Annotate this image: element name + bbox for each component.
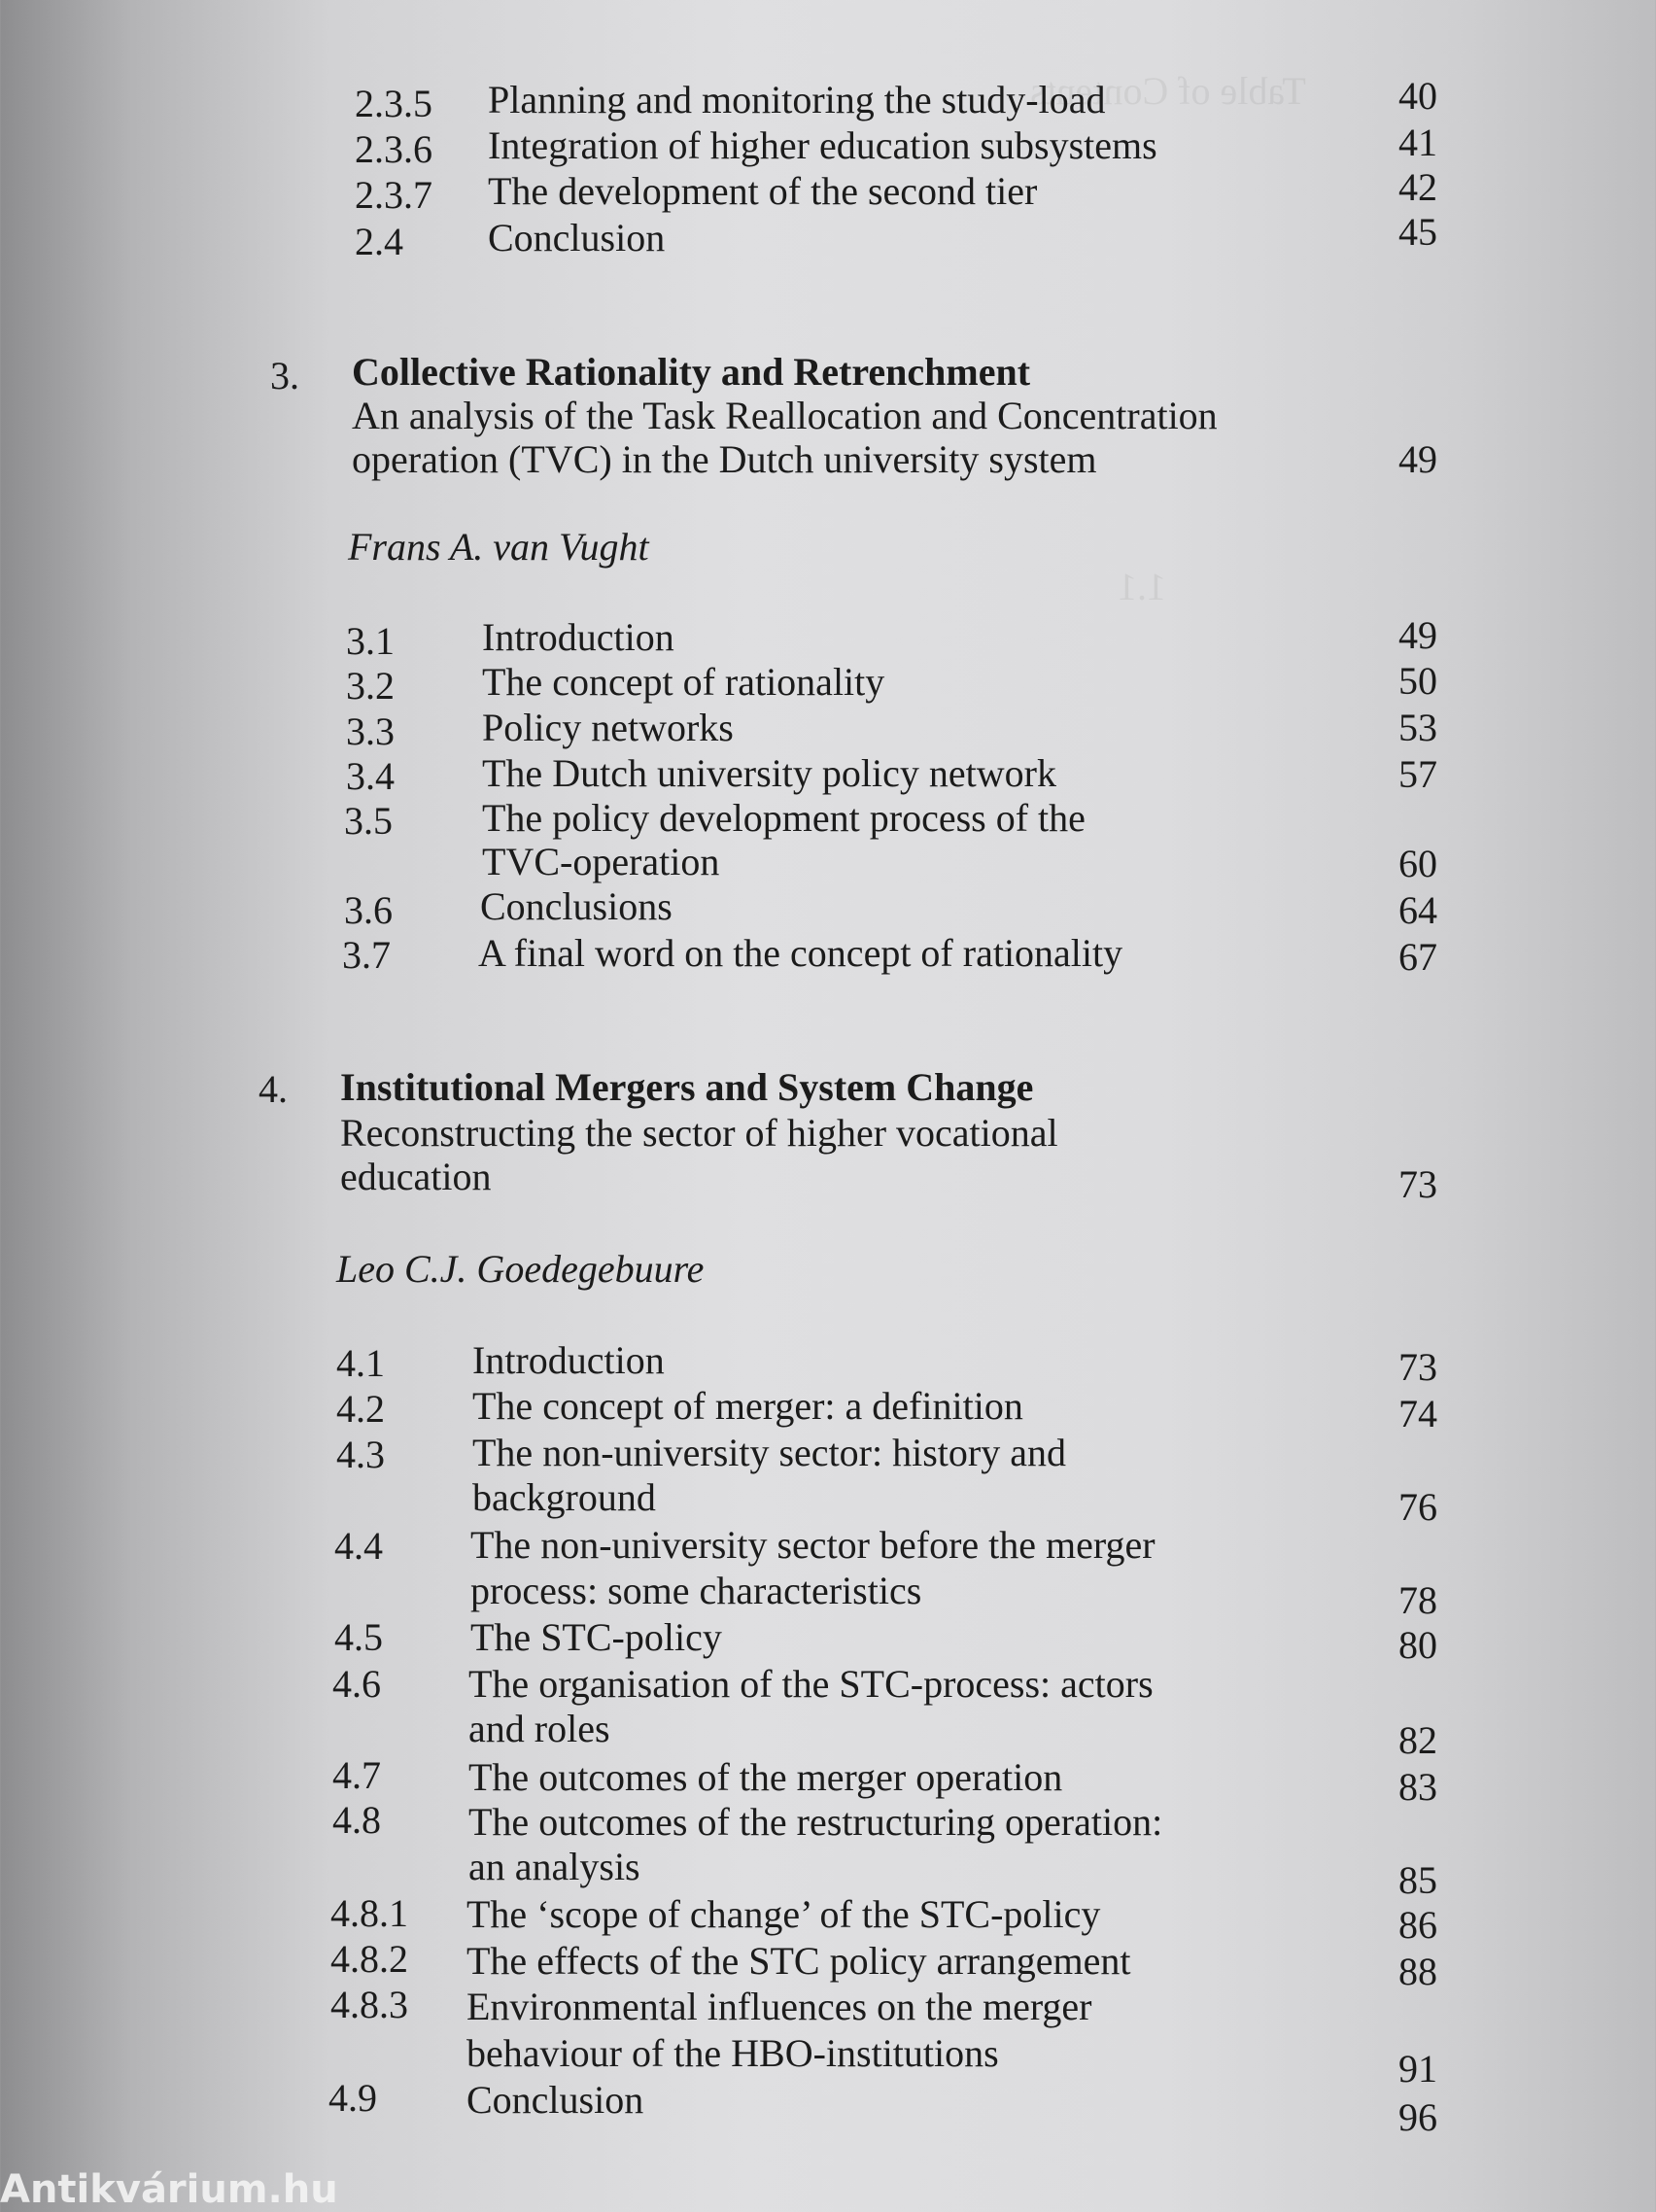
section-number: 4.7 (332, 1753, 381, 1797)
section-page: 40 (1398, 74, 1437, 118)
section-title: The development of the second tier (488, 169, 1038, 213)
section-page: 91 (1398, 2047, 1437, 2091)
section-page: 96 (1398, 2095, 1437, 2139)
section-title: Introduction (482, 615, 674, 659)
bleed-through-text: Table of Contents (1030, 69, 1306, 113)
section-number: 4.6 (332, 1662, 381, 1706)
chapter-subtitle: An analysis of the Task Reallocation and Concentration (352, 394, 1218, 437)
section-number: 4.4 (334, 1524, 383, 1568)
section-title: Planning and monitoring the study-load (488, 78, 1106, 121)
section-number: 4.3 (336, 1433, 385, 1476)
chapter-author: Frans A. van Vught (348, 525, 649, 569)
section-title: Integration of higher education subsystems (488, 123, 1157, 167)
section-title-continued: an analysis (468, 1845, 640, 1888)
section-title: The effects of the STC policy arrangement (466, 1939, 1131, 1983)
bleed-through-text: 1.1 (1118, 565, 1166, 608)
chapter-subtitle: operation (TVC) in the Dutch university system (352, 437, 1097, 481)
section-page: 85 (1398, 1858, 1437, 1902)
section-number: 2.3.6 (355, 127, 432, 171)
section-number: 4.1 (336, 1341, 385, 1385)
chapter-subtitle: Reconstructing the sector of higher vocational (340, 1111, 1058, 1155)
section-number: 3.7 (342, 933, 391, 977)
section-title-continued: and roles (468, 1707, 610, 1750)
section-number: 4.8.2 (330, 1937, 408, 1981)
section-page: 86 (1398, 1903, 1437, 1947)
chapter-page: 73 (1398, 1162, 1437, 1206)
section-title: The policy development process of the (482, 796, 1086, 840)
section-page: 82 (1398, 1718, 1437, 1762)
section-title: The ‘scope of change’ of the STC-policy (466, 1892, 1101, 1936)
section-title: The non-university sector before the merger (470, 1523, 1156, 1567)
section-page: 73 (1398, 1345, 1437, 1389)
section-title: Introduction (472, 1338, 665, 1382)
section-page: 53 (1398, 706, 1437, 749)
section-page: 60 (1398, 842, 1437, 885)
section-title: Conclusion (488, 216, 666, 259)
section-page: 45 (1398, 210, 1437, 254)
section-number: 2.3.7 (355, 173, 432, 217)
section-number: 4.5 (334, 1615, 383, 1659)
section-page: 88 (1398, 1950, 1437, 1993)
section-page: 42 (1398, 165, 1437, 209)
section-page: 49 (1398, 613, 1437, 657)
section-page: 67 (1398, 935, 1437, 979)
section-title: A final word on the concept of rationality (478, 931, 1123, 975)
section-page: 83 (1398, 1765, 1437, 1809)
section-title-continued: TVC-operation (482, 840, 720, 883)
section-page: 50 (1398, 659, 1437, 703)
section-page: 76 (1398, 1485, 1437, 1529)
chapter-title: Institutional Mergers and System Change (340, 1065, 1034, 1109)
section-title: The outcomes of the merger operation (468, 1755, 1063, 1799)
section-page: 64 (1398, 888, 1437, 932)
section-page: 78 (1398, 1578, 1437, 1622)
section-title: The concept of rationality (482, 660, 885, 704)
chapter-title: Collective Rationality and Retrenchment (352, 350, 1031, 394)
section-page: 74 (1398, 1392, 1437, 1435)
chapter-number: 4. (259, 1067, 288, 1111)
section-page: 57 (1398, 752, 1437, 796)
section-number: 4.8 (332, 1798, 381, 1842)
section-number: 3.6 (344, 888, 393, 932)
section-title-continued: background (472, 1475, 656, 1519)
chapter-subtitle: education (340, 1155, 492, 1198)
section-number: 2.3.5 (355, 82, 432, 125)
section-title: Conclusions (480, 884, 673, 928)
section-title: Policy networks (482, 706, 734, 749)
section-number: 4.9 (328, 2076, 377, 2120)
section-title: The STC-policy (470, 1615, 722, 1659)
section-number: 3.3 (346, 709, 395, 753)
section-number: 4.8.1 (330, 1891, 408, 1935)
section-number: 3.2 (346, 664, 395, 708)
section-number: 4.8.3 (330, 1983, 408, 2026)
section-title: The Dutch university policy network (482, 751, 1056, 795)
watermark: Antikvárium.hu (0, 2167, 338, 2212)
section-number: 3.5 (344, 799, 393, 843)
section-number: 3.4 (346, 754, 395, 798)
chapter-page: 49 (1398, 437, 1437, 481)
section-title-continued: behaviour of the HBO-institutions (466, 2031, 999, 2075)
section-title: The organisation of the STC-process: actors (468, 1662, 1154, 1706)
section-title: Environmental influences on the merger (466, 1985, 1092, 2028)
section-title: The non-university sector: history and (472, 1431, 1066, 1474)
section-title-continued: process: some characteristics (470, 1569, 922, 1612)
section-number: 2.4 (355, 220, 403, 263)
chapter-number: 3. (270, 354, 299, 397)
chapter-author: Leo C.J. Goedegebuure (336, 1247, 705, 1291)
section-number: 4.2 (336, 1387, 385, 1431)
section-title: The outcomes of the restructuring operation: (468, 1800, 1163, 1844)
section-page: 41 (1398, 121, 1437, 164)
section-number: 3.1 (346, 619, 395, 663)
section-title: The concept of merger: a definition (472, 1384, 1023, 1428)
section-page: 80 (1398, 1623, 1437, 1667)
section-title: Conclusion (466, 2078, 644, 2122)
